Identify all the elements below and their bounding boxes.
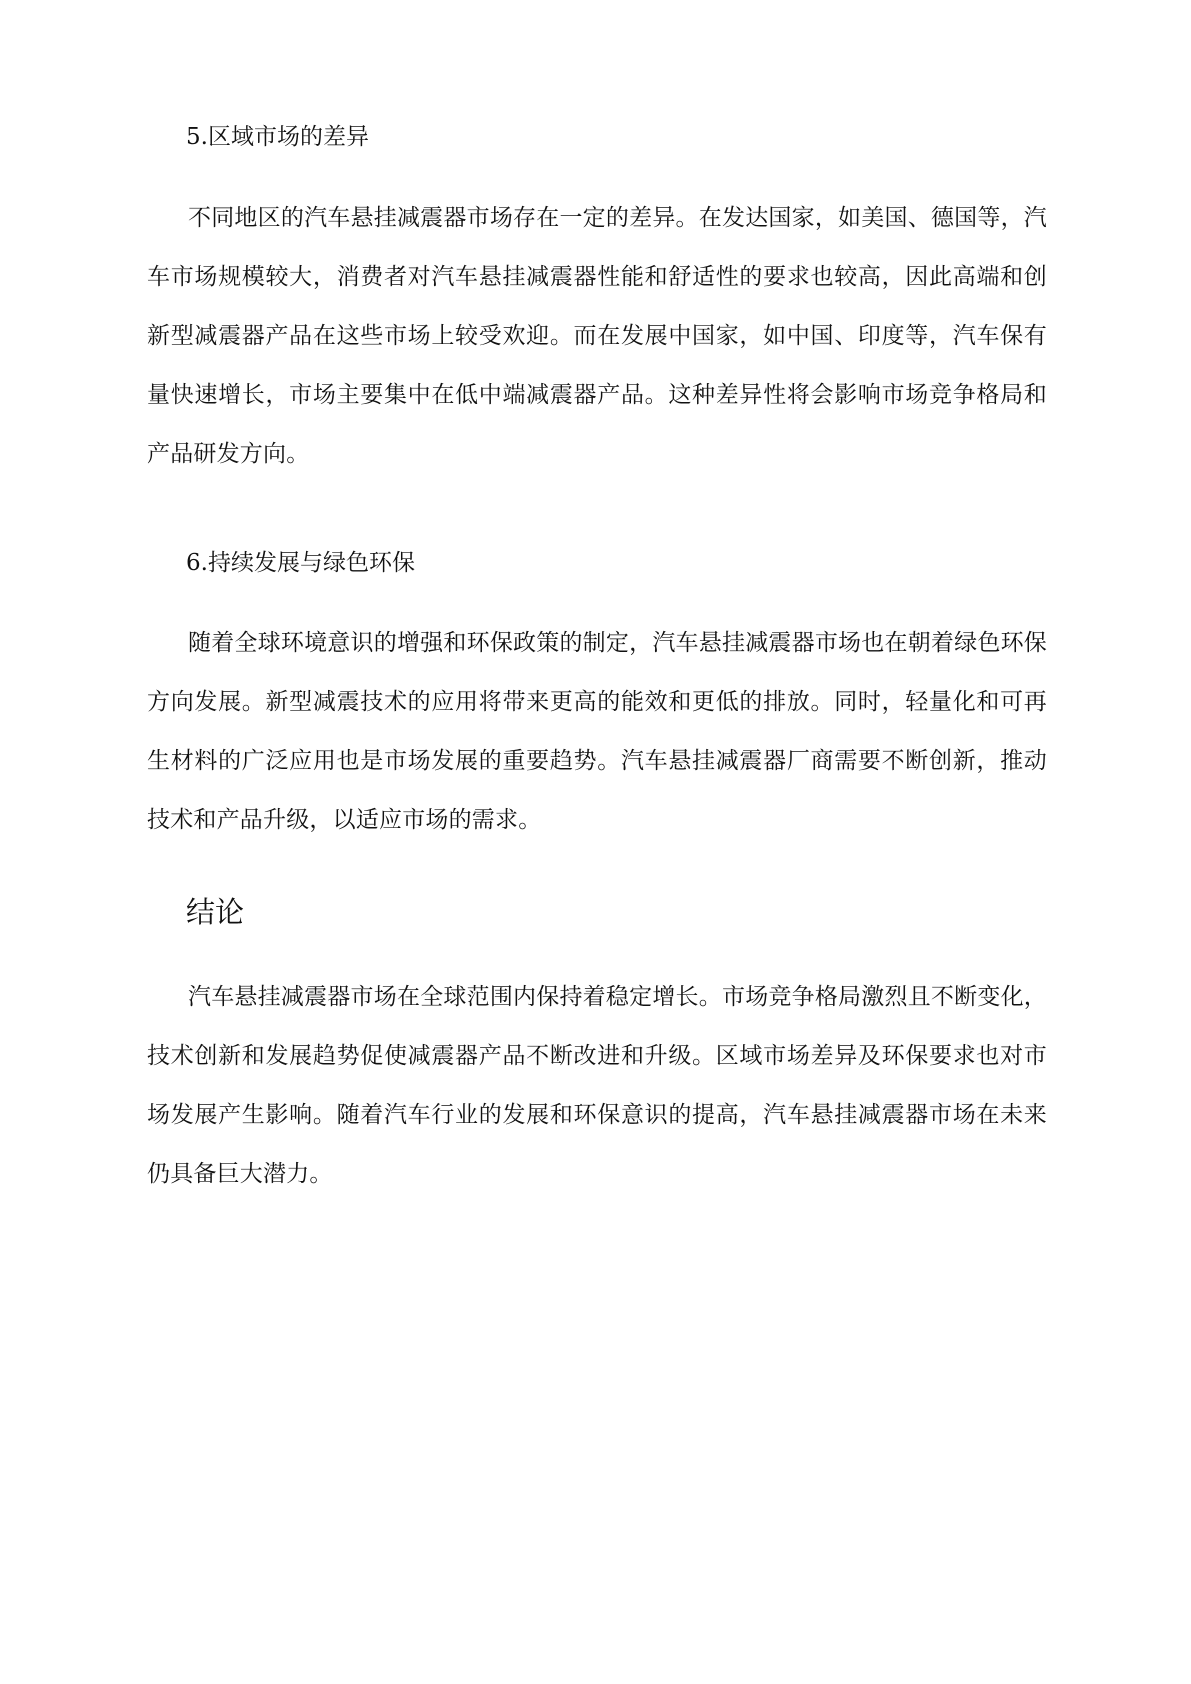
- conclusion-heading: 结论: [186, 895, 245, 929]
- section-5-heading: 5.区域市场的差异: [186, 124, 369, 150]
- section-6-paragraph: 随着全球环境意识的增强和环保政策的制定，汽车悬挂减震器市场也在朝着绿色环保方向发展。新型减震技术的应用将带来更高的能效和更低的排放。同时，轻量化和可再生材料的广泛应用也是市场发展的重要趋势。汽车悬挂减震器厂商需要不断创新，推动技术和产品升级，以适应市场的需求。: [147, 630, 1047, 833]
- section-5-paragraph: 不同地区的汽车悬挂减震器市场存在一定的差异。在发达国家，如美国、德国等，汽车市场规模较大，消费者对汽车悬挂减震器性能和舒适性的要求也较高，因此高端和创新型减震器产品在这些市场上较受欢迎。而在发展中国家，如中国、印度等，汽车保有量快速增长，市场主要集中在低中端减震器产品。这种差异性将会影响市场竞争格局和产品研发方向。: [147, 205, 1047, 467]
- conclusion-paragraph: 汽车悬挂减震器市场在全球范围内保持着稳定增长。市场竞争格局激烈且不断变化，技术创新和发展趋势促使减震器产品不断改进和升级。区域市场差异及环保要求也对市场发展产生影响。随着汽车行业的发展和环保意识的提高，汽车悬挂减震器市场在未来仍具备巨大潜力。: [147, 984, 1047, 1187]
- section-6-heading: 6.持续发展与绿色环保: [186, 550, 415, 576]
